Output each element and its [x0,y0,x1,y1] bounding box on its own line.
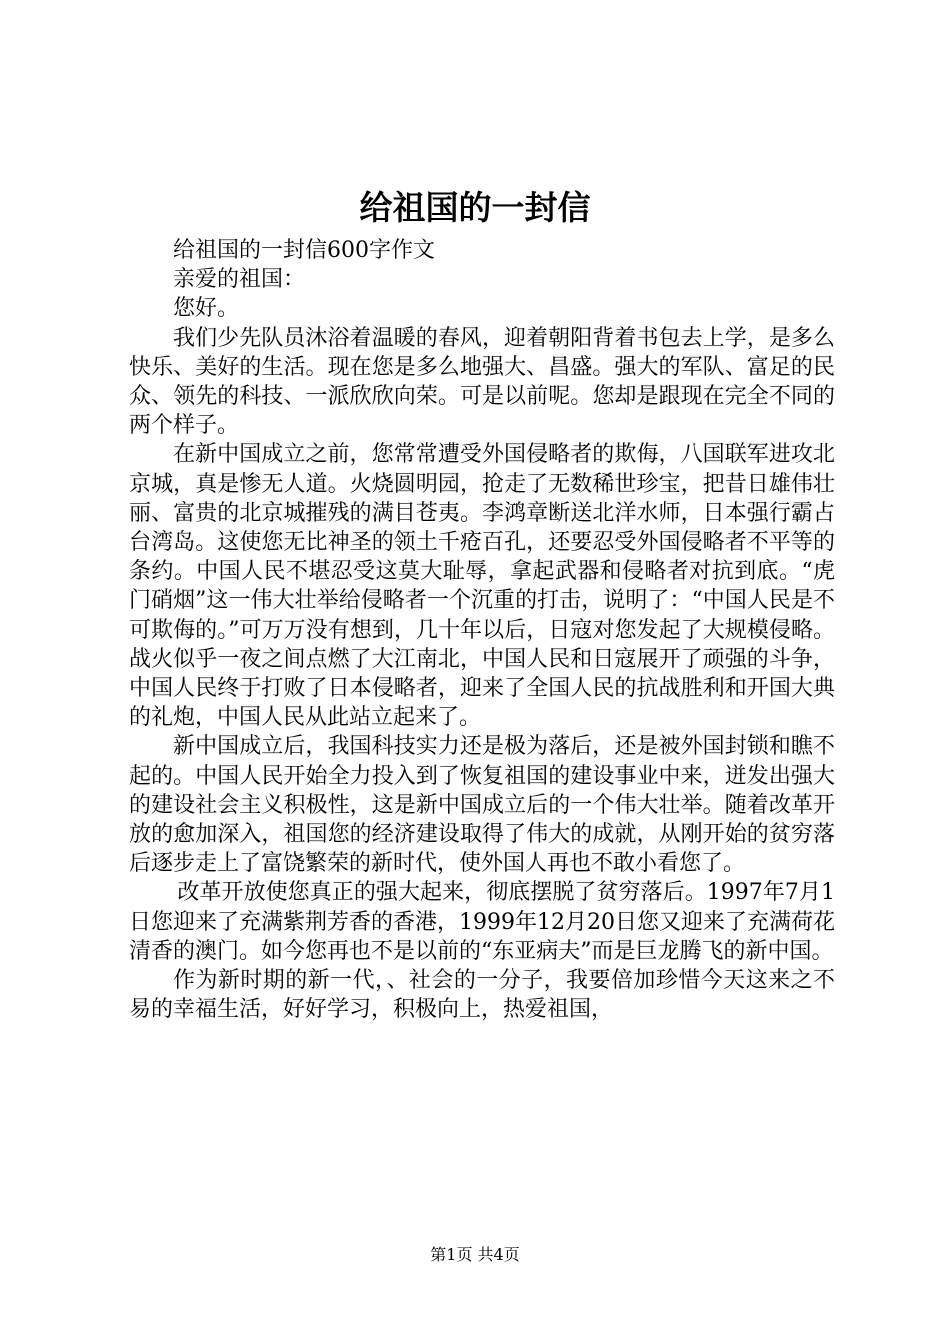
paragraph-1: 我们少先队员沐浴着温暖的春风，迎着朝阳背着书包去上学，是多么快乐、美好的生活。现在您是多么地强大、昌盛。强大的军队、富足的民众、领先的科技、一派欣欣向荣。可是以前呢。您却是跟现在完全不同的两个样子。 [129,325,835,439]
paragraph-4: 改革开放使您真正的强大起来，彻底摆脱了贫穷落后。1997年7月1日您迎来了充满紫荆芳香的香港，1999年12月20日您又迎来了充满荷花清香的澳门。如今您再也不是以前的“东亚病夫”而是巨龙腾飞的新中国。 [129,880,836,964]
paragraph-3: 新中国成立后，我国科技实力还是极为落后，还是被外国封锁和瞧不起的。中国人民开始全力投入到了恢复祖国的建设事业中来，迸发出强大的建设社会主义积极性，这是新中国成立后的一个伟大壮举。随着改革开放的愈加深入，祖国您的经济建设取得了伟大的成就，从刚开始的贫穷落后逐步走上了富饶繁荣的新时代，使外国人再也不敢小看您了。 [129,734,835,877]
document-body [129,236,835,1024]
paragraph-5: 作为新时期的新一代，、社会的一分子，我要倍加珍惜今天这来之不易的幸福生活，好好学习，积极向上，热爱祖国， [129,968,835,1023]
paragraph-2: 在新中国成立之前，您常常遭受外国侵略者的欺侮，八国联军进攻北京城，真是惨无人道。火烧圆明园，抢走了无数稀世珍宝，把昔日雄伟壮丽、富贵的北京城摧残的满目苍夷。李鸿章断送北洋水师，日本强行霸占台湾岛。这使您无比神圣的领土千疮百孔，还要忍受外国侵略者不平等的条约。中国人民不堪忍受这莫大耻辱，拿起武器和侵略者对抗到底。“虎门硝烟”这一伟大壮举给侵略者一个沉重的打击，说明了：“中国人民是不可欺侮的。”可万万没有想到，几十年以后，日寇对您发起了大规模侵略。战火似乎一夜之间点燃了大江南北，中国人民和日寇展开了顽强的斗争，中国人民终于打败了日本侵略者，迎来了全国人民的抗战胜利和开国大典的礼炮，中国人民从此站立起来了。 [129,442,835,731]
page-number-footer: 第1页 共4页 [430,1245,520,1264]
paragraph-subtitle: 给祖国的一封信600字作文 [173,238,435,263]
paragraph-salutation: 亲爱的祖国： [173,267,306,293]
document-title: 给祖国的一封信 [359,188,591,227]
paragraph-greeting: 您好。 [173,296,240,322]
